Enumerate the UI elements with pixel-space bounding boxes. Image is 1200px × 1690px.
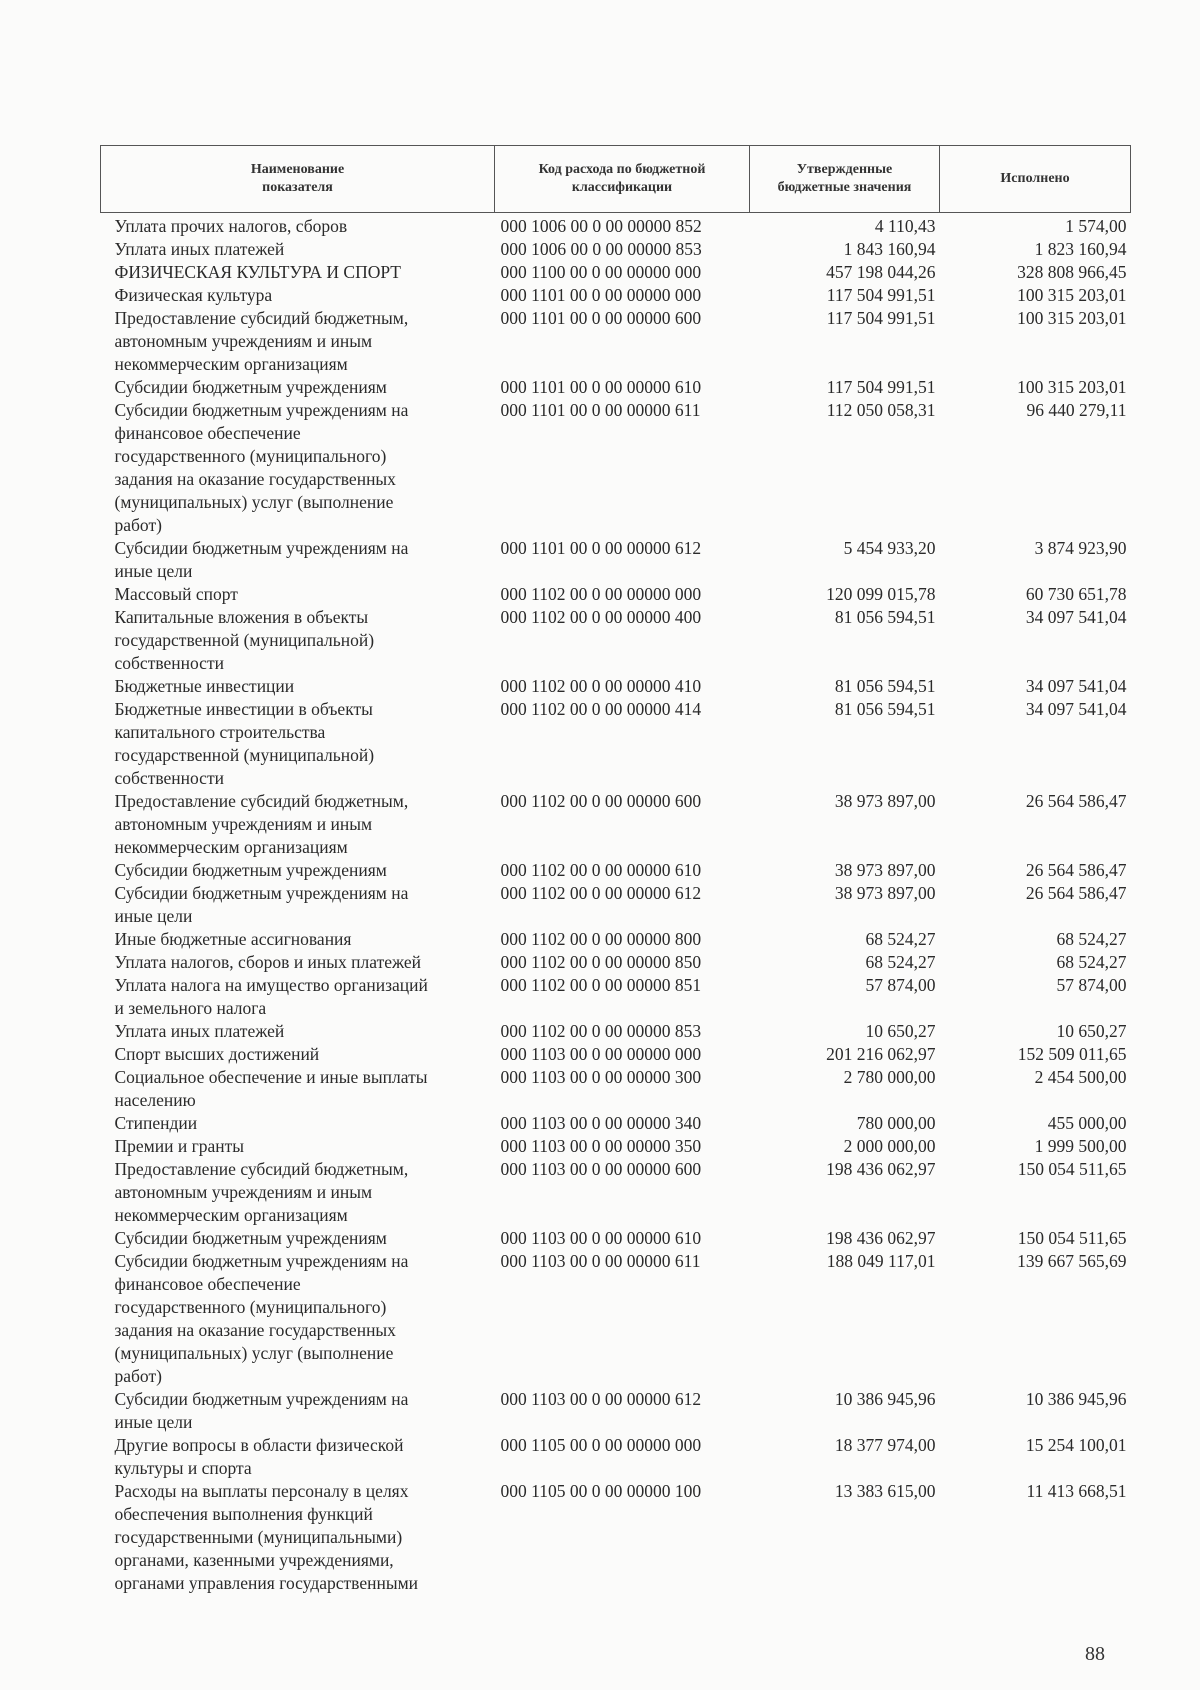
page-number: 88 (1085, 1643, 1105, 1665)
row-code-cell: 000 1102 00 0 00 00000 850 (500, 952, 702, 972)
table-body (101, 213, 1131, 1596)
row-executed-cell: 150 054 511,65 (1017, 1228, 1127, 1248)
row-code-cell: 000 1103 00 0 00 00000 300 (500, 1067, 702, 1087)
row-name-cell: Предоставление субсидий бюджетным, автономным учреждениям и иным некоммерческим организациям (114, 308, 409, 374)
row-executed-cell: 2 454 500,00 (1034, 1067, 1127, 1087)
row-name-cell: Иные бюджетные ассигнования (114, 929, 352, 949)
row-executed-cell: 1 574,00 (1065, 216, 1127, 236)
table-row (101, 859, 1131, 882)
row-name-cell: Субсидии бюджетным учреждениям на финансовое обеспечение государственного (муниципального) задания на оказание государственных (муниципальных) услуг (выполнение работ) (114, 1251, 409, 1386)
row-code-cell: 000 1102 00 0 00 00000 610 (500, 860, 702, 880)
table-row (101, 1250, 1131, 1388)
table-row (101, 583, 1131, 606)
table-row (101, 213, 1131, 239)
row-name-cell: Субсидии бюджетным учреждениям на финансовое обеспечение государственного (муниципального) задания на оказание государственных (муниципальных) услуг (выполнение работ) (114, 400, 409, 535)
row-name-cell: Массовый спорт (114, 584, 238, 604)
table-header (101, 146, 1131, 213)
row-approved-cell: 188 049 117,01 (826, 1251, 936, 1271)
row-approved-cell: 81 056 594,51 (834, 607, 936, 627)
row-executed-cell: 57 874,00 (1056, 975, 1127, 995)
row-executed-cell: 1 823 160,94 (1034, 239, 1127, 259)
row-approved-cell: 18 377 974,00 (834, 1435, 936, 1455)
row-executed-cell: 34 097 541,04 (1025, 676, 1127, 696)
row-code-cell: 000 1103 00 0 00 00000 600 (500, 1159, 702, 1179)
table-row (101, 675, 1131, 698)
header-executed (940, 146, 1131, 213)
row-name-cell: Субсидии бюджетным учреждениям (114, 1228, 387, 1248)
table-row (101, 1158, 1131, 1227)
table-row (101, 307, 1131, 376)
row-name-cell: Уплата налогов, сборов и иных платежей (114, 952, 421, 972)
row-code-cell: 000 1103 00 0 00 00000 611 (500, 1251, 701, 1271)
row-code-cell: 000 1103 00 0 00 00000 610 (500, 1228, 702, 1248)
row-code-cell: 000 1102 00 0 00 00000 400 (500, 607, 702, 627)
row-executed-cell: 26 564 586,47 (1025, 883, 1127, 903)
row-executed-cell: 100 315 203,01 (1017, 377, 1127, 397)
row-name-cell: Расходы на выплаты персоналу в целях обеспечения выполнения функций государственными (муниципальными) органами, казенными учреждениями, органами управления государственными (114, 1481, 419, 1593)
row-executed-cell: 100 315 203,01 (1017, 285, 1127, 305)
row-code-cell: 000 1102 00 0 00 00000 600 (500, 791, 702, 811)
table-row (101, 928, 1131, 951)
row-executed-cell: 10 650,27 (1056, 1021, 1127, 1041)
table-row (101, 698, 1131, 790)
row-approved-cell: 2 000 000,00 (843, 1136, 936, 1156)
row-approved-cell: 2 780 000,00 (843, 1067, 936, 1087)
row-name-cell: Субсидии бюджетным учреждениям на иные цели (114, 538, 409, 581)
header-executed-text: Исполнено (1000, 171, 1070, 186)
row-code-cell: 000 1101 00 0 00 00000 611 (500, 400, 701, 420)
row-name-cell: Уплата прочих налогов, сборов (114, 216, 348, 236)
row-approved-cell: 5 454 933,20 (843, 538, 936, 558)
table-row (101, 238, 1131, 261)
row-approved-cell: 120 099 015,78 (826, 584, 936, 604)
row-name-cell: Уплата иных платежей (114, 1021, 285, 1041)
row-executed-cell: 328 808 966,45 (1017, 262, 1127, 282)
table-row (101, 1112, 1131, 1135)
row-executed-cell: 3 874 923,90 (1034, 538, 1127, 558)
row-name-cell: Предоставление субсидий бюджетным, автономным учреждениям и иным некоммерческим организациям (114, 1159, 409, 1225)
row-name-cell: Социальное обеспечение и иные выплаты населению (114, 1067, 428, 1110)
row-name-cell: Субсидии бюджетным учреждениям (114, 860, 387, 880)
row-approved-cell: 1 843 160,94 (843, 239, 936, 259)
row-name-cell: Уплата налога на имущество организаций и земельного налога (114, 975, 428, 1018)
row-name-cell: ФИЗИЧЕСКАЯ КУЛЬТУРА И СПОРТ (114, 262, 401, 282)
row-executed-cell: 150 054 511,65 (1017, 1159, 1127, 1179)
row-approved-cell: 457 198 044,26 (826, 262, 936, 282)
table-row (101, 284, 1131, 307)
row-executed-cell: 11 413 668,51 (1026, 1481, 1127, 1501)
row-approved-cell: 68 524,27 (865, 952, 936, 972)
row-approved-cell: 38 973 897,00 (834, 860, 936, 880)
table-row (101, 537, 1131, 583)
row-executed-cell: 60 730 651,78 (1025, 584, 1127, 604)
row-executed-cell: 26 564 586,47 (1025, 860, 1127, 880)
header-code (495, 146, 750, 213)
row-approved-cell: 117 504 991,51 (826, 308, 936, 328)
row-executed-cell: 100 315 203,01 (1017, 308, 1127, 328)
row-approved-cell: 38 973 897,00 (834, 883, 936, 903)
row-name-cell: Спорт высших достижений (114, 1044, 320, 1064)
row-name-cell: Бюджетные инвестиции (114, 676, 295, 696)
row-executed-cell: 96 440 279,11 (1026, 400, 1127, 420)
row-code-cell: 000 1102 00 0 00 00000 000 (500, 584, 702, 604)
row-name-cell: Субсидии бюджетным учреждениям (114, 377, 387, 397)
budget-execution-table (100, 145, 1131, 1595)
row-code-cell: 000 1102 00 0 00 00000 851 (500, 975, 702, 995)
table-row (101, 790, 1131, 859)
row-code-cell: 000 1103 00 0 00 00000 340 (500, 1113, 702, 1133)
row-approved-cell: 81 056 594,51 (834, 699, 936, 719)
row-approved-cell: 81 056 594,51 (834, 676, 936, 696)
row-approved-cell: 13 383 615,00 (834, 1481, 936, 1501)
table-row (101, 1480, 1131, 1595)
row-code-cell: 000 1101 00 0 00 00000 612 (500, 538, 702, 558)
row-approved-cell: 4 110,43 (874, 216, 936, 236)
table-row (101, 882, 1131, 928)
row-name-cell: Физическая культура (114, 285, 273, 305)
row-code-cell: 000 1102 00 0 00 00000 410 (500, 676, 702, 696)
row-approved-cell: 10 386 945,96 (834, 1389, 936, 1409)
table-row (101, 1066, 1131, 1112)
header-name (101, 146, 495, 213)
row-code-cell: 000 1102 00 0 00 00000 800 (500, 929, 702, 949)
table-row (101, 261, 1131, 284)
row-approved-cell: 10 650,27 (865, 1021, 936, 1041)
row-code-cell: 000 1103 00 0 00 00000 612 (500, 1389, 702, 1409)
row-executed-cell: 1 999 500,00 (1034, 1136, 1127, 1156)
table-row (101, 951, 1131, 974)
row-executed-cell: 34 097 541,04 (1025, 607, 1127, 627)
table-row (101, 1227, 1131, 1250)
header-row (101, 146, 1131, 213)
row-executed-cell: 68 524,27 (1056, 952, 1127, 972)
row-code-cell: 000 1102 00 0 00 00000 612 (500, 883, 702, 903)
header-approved-text: Утвержденные бюджетные значения (777, 162, 912, 195)
row-code-cell: 000 1102 00 0 00 00000 853 (500, 1021, 702, 1041)
table-row (101, 1135, 1131, 1158)
row-executed-cell: 10 386 945,96 (1025, 1389, 1127, 1409)
row-code-cell: 000 1105 00 0 00 00000 100 (500, 1481, 702, 1501)
row-executed-cell: 26 564 586,47 (1025, 791, 1127, 811)
row-code-cell: 000 1103 00 0 00 00000 000 (500, 1044, 702, 1064)
row-approved-cell: 117 504 991,51 (826, 285, 936, 305)
row-approved-cell: 117 504 991,51 (826, 377, 936, 397)
table-row (101, 1043, 1131, 1066)
table-row (101, 606, 1131, 675)
row-executed-cell: 68 524,27 (1056, 929, 1127, 949)
row-code-cell: 000 1102 00 0 00 00000 414 (500, 699, 702, 719)
row-executed-cell: 139 667 565,69 (1017, 1251, 1127, 1271)
table-row (101, 1020, 1131, 1043)
row-name-cell: Премии и гранты (114, 1136, 245, 1156)
row-name-cell: Субсидии бюджетным учреждениям на иные цели (114, 883, 409, 926)
row-code-cell: 000 1006 00 0 00 00000 852 (500, 216, 702, 236)
row-executed-cell: 455 000,00 (1047, 1113, 1127, 1133)
row-approved-cell: 780 000,00 (856, 1113, 936, 1133)
row-name-cell: Уплата иных платежей (114, 239, 285, 259)
row-approved-cell: 112 050 058,31 (826, 400, 936, 420)
header-approved (750, 146, 940, 213)
row-code-cell: 000 1101 00 0 00 00000 000 (500, 285, 702, 305)
row-approved-cell: 68 524,27 (865, 929, 936, 949)
table-row (101, 376, 1131, 399)
row-executed-cell: 152 509 011,65 (1017, 1044, 1127, 1064)
row-name-cell: Другие вопросы в области физической культуры и спорта (114, 1435, 404, 1478)
row-name-cell: Бюджетные инвестиции в объекты капитального строительства государственной (муниципальной) собственности (114, 699, 375, 788)
table-row (101, 974, 1131, 1020)
row-approved-cell: 38 973 897,00 (834, 791, 936, 811)
row-executed-cell: 15 254 100,01 (1025, 1435, 1127, 1455)
row-approved-cell: 57 874,00 (865, 975, 936, 995)
row-executed-cell: 34 097 541,04 (1025, 699, 1127, 719)
row-code-cell: 000 1100 00 0 00 00000 000 (500, 262, 702, 282)
row-approved-cell: 198 436 062,97 (826, 1228, 936, 1248)
table-row (101, 1434, 1131, 1480)
row-code-cell: 000 1103 00 0 00 00000 350 (500, 1136, 702, 1156)
table-row (101, 1388, 1131, 1434)
row-code-cell: 000 1101 00 0 00 00000 600 (500, 308, 702, 328)
row-code-cell: 000 1105 00 0 00 00000 000 (500, 1435, 702, 1455)
row-approved-cell: 201 216 062,97 (826, 1044, 936, 1064)
row-name-cell: Капитальные вложения в объекты государственной (муниципальной) собственности (114, 607, 375, 673)
row-approved-cell: 198 436 062,97 (826, 1159, 936, 1179)
row-code-cell: 000 1101 00 0 00 00000 610 (500, 377, 702, 397)
row-code-cell: 000 1006 00 0 00 00000 853 (500, 239, 702, 259)
table-row (101, 399, 1131, 537)
row-name-cell: Субсидии бюджетным учреждениям на иные цели (114, 1389, 409, 1432)
header-name-text: Наименование показателя (250, 162, 345, 195)
row-name-cell: Предоставление субсидий бюджетным, автономным учреждениям и иным некоммерческим организациям (114, 791, 409, 857)
header-code-text: Код расхода по бюджетной классификации (538, 162, 706, 195)
row-name-cell: Стипендии (114, 1113, 198, 1133)
